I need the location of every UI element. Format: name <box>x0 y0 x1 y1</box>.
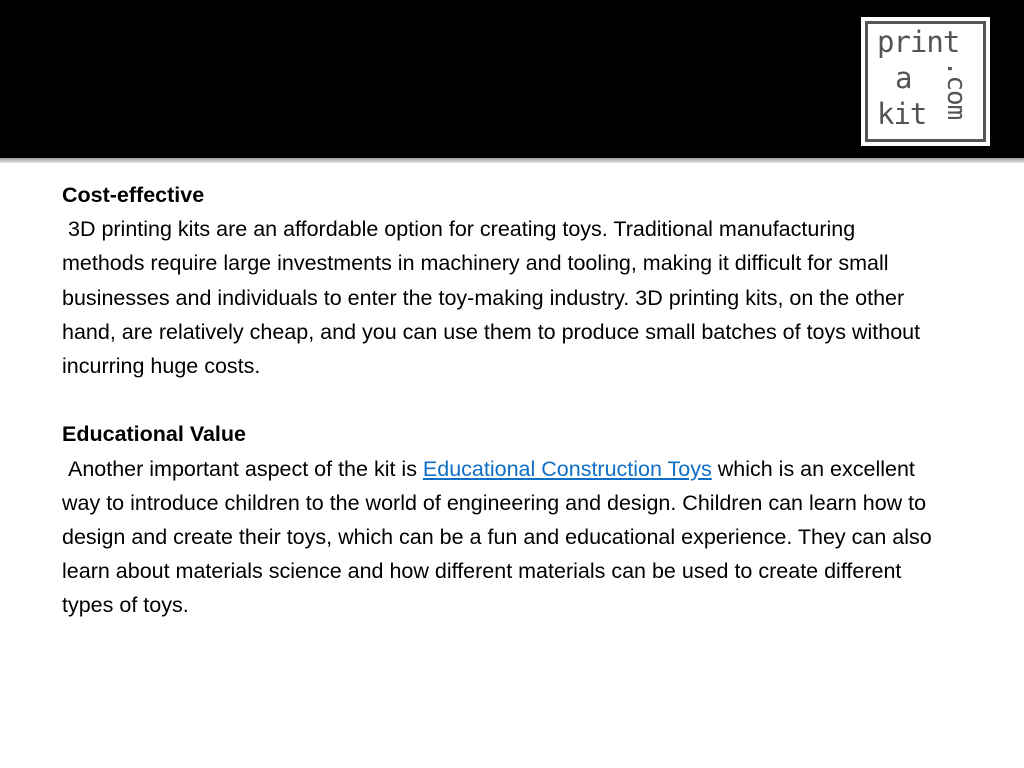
body-text-before-link: Another important aspect of the kit is <box>62 456 423 481</box>
section-body-cost-effective: 3D printing kits are an affordable option for creating toys. Traditional manufacturing methods require large investments in machinery and tooling, making it difficult for small businesses and individuals to enter the toy-making industry. 3D printing kits, on the other hand, are relatively cheap, and you can use them to produce small batches of toys without incurring huge costs. <box>62 217 927 379</box>
logo-word-com: .com <box>941 60 971 120</box>
print-a-kit-logo <box>861 17 990 146</box>
section-body-educational-value <box>62 452 942 623</box>
logo-word-print: print <box>877 25 960 59</box>
slide-content <box>62 178 942 623</box>
logo-word-a: a <box>895 61 912 95</box>
logo-word-kit: kit <box>877 97 927 131</box>
logo-frame <box>865 21 986 142</box>
educational-construction-toys-link[interactable]: Educational Construction Toys <box>422 456 712 481</box>
section-heading-cost-effective: Cost-effective <box>62 183 205 207</box>
section-spacer <box>62 383 942 417</box>
body-text-after-link: which is an excellent way to introduce children to the world of engineering and design. Children can learn how to design and create their toys, which can be a fun and educational experience. They can also learn about materials science and how different materials can be used to create different types of toys. <box>62 456 938 618</box>
header-divider <box>0 158 1024 163</box>
section-heading-educational-value: Educational Value <box>62 422 246 447</box>
